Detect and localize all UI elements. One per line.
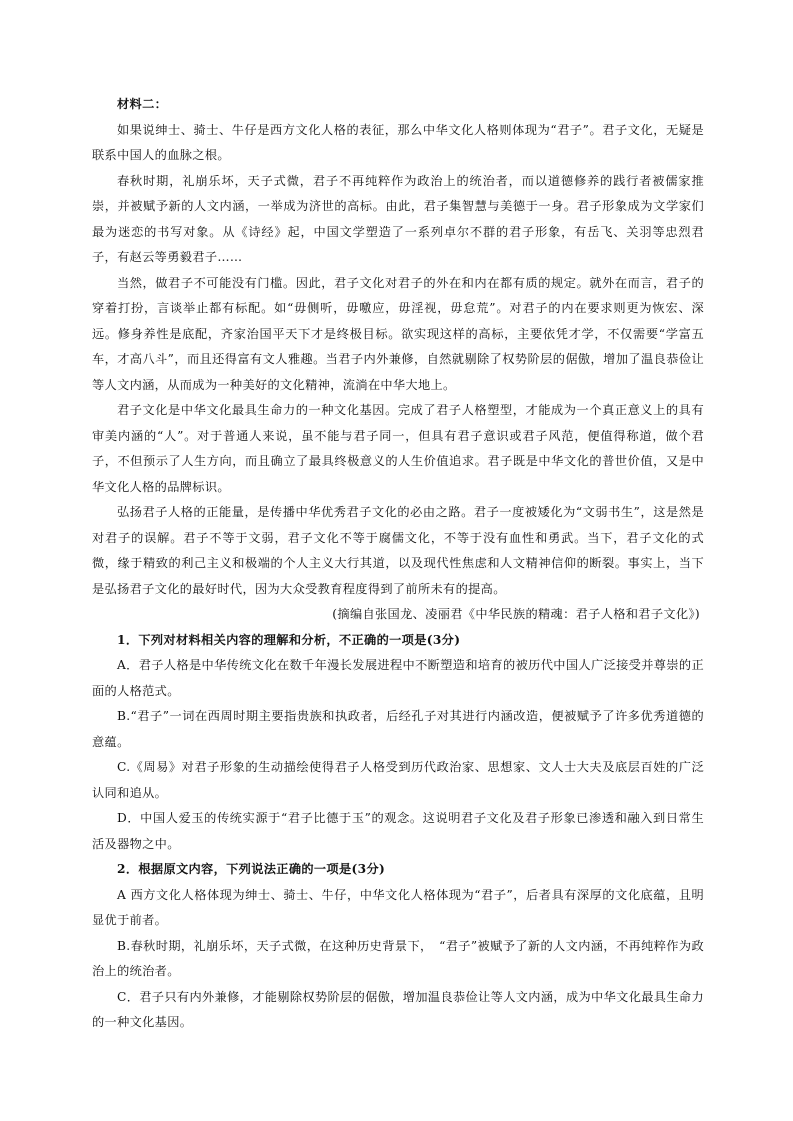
question-1-stem: 1．下列对材料相关内容的理解和分析，不正确的一项是(3分): [117, 632, 461, 647]
document-body: [92, 92, 704, 1036]
material-heading: 材料二：: [117, 97, 168, 111]
paragraph-1: 如果说绅士、骑士、牛仔是西方文化人格的表征，那么中华文化人格则体现为“君子”。君子文化，无疑是联系中国人的血脉之根。: [92, 122, 704, 162]
source-citation: (摘编自张国龙、凌丽君《中华民族的精魂：君子人格和君子文化》): [332, 607, 700, 621]
question-2-option-a: A 西方文化人格体现为绅士、骑士、牛仔，中华文化人格体现为“君子”，后者具有深厚的文化底蕴，且明显优于前者。: [92, 887, 704, 927]
paragraph-4: 君子文化是中华文化最具生命力的一种文化基因。完成了君子人格塑型，才能成为一个真正意义上的具有审美内涵的“人”。对于普通人来说，虽不能与君子同一，但具有君子意识或君子风范，便值得称道，做个君子，不但预示了人生方向，而且确立了最具终极意义的人生价值追求。君子既是中华文化的普世价值，又是中华文化人格的品牌标识。: [92, 403, 704, 494]
paragraph-5: 弘扬君子人格的正能量，是传播中华优秀君子文化的必由之路。君子一度被矮化为“文弱书生”，这是然是对君子的误解。君子不等于文弱，君子文化不等于腐儒文化，不等于没有血性和勇武。当下，君子文化的式微，缘于精致的利己主义和极端的个人主义大行其道，以及现代性焦虑和人文精神信仰的断裂。事实上，当下是弘扬君子文化的最好时代，因为大众受教育程度得到了前所未有的提高。: [92, 505, 704, 596]
question-2-option-c: C．君子只有内外兼修，才能剔除权势阶层的倨傲，增加温良恭俭让等人文内涵，成为中华文化最具生命力的一种文化基因。: [92, 989, 704, 1029]
question-1-option-d: D．中国人爱玉的传统实源于“君子比德于玉”的观念。这说明君子文化及君子形象已渗透和融入到日常生活及器物之中。: [92, 811, 704, 851]
question-2-stem: 2．根据原文内容，下列说法正确的一项是(3分): [117, 862, 386, 876]
question-2-option-b: B.春秋时期，礼崩乐坏，天子式微，在这种历史背景下， “君子”被赋予了新的人文内涵，不再纯粹作为政治上的统治者。: [92, 938, 704, 978]
question-1-option-b: B.“君子”一词在西周时期主要指贵族和执政者，后经孔子对其进行内涵改造，便被赋予了许多优秀道德的意蕴。: [92, 709, 704, 749]
paragraph-3: 当然，做君子不可能没有门槛。因此，君子文化对君子的外在和内在都有质的规定。就外在而言，君子的穿着打扮，言谈举止都有标配。如“毋侧听，毋噭应，毋淫视，毋怠荒”。对君子的内在要求则更为恢宏、深远。修身养性是底配，齐家治国平天下才是终极目标。欲实现这样的高标，主要依凭才学，不仅需要“学富五车，才高八斗”，而且还得富有文人雅趣。当君子内外兼修，自然就剔除了权势阶层的倨傲，增加了温良恭俭让等人文内涵，从而成为一种美好的文化精神，流淌在中华大地上。: [92, 275, 704, 392]
question-1-option-c: C.《周易》对君子形象的生动描绘使得君子人格受到历代政治家、思想家、文人士大夫及底层百姓的广泛认同和追从。: [92, 760, 704, 800]
paragraph-2: 春秋时期，礼崩乐坏，天子式微，君子不再纯粹作为政治上的统治者，而以道德修养的践行者被儒家推崇，并被赋予新的人文内涵，一举成为济世的高标。由此，君子集智慧与美德于一身。君子形象成为文学家们最为迷恋的书写对象。从《诗经》起，中国文学塑造了一系列卓尔不群的君子形象，有岳飞、关羽等忠烈君子，有赵云等勇毅君子……: [92, 173, 704, 264]
question-1-option-a: A．君子人格是中华传统文化在数千年漫长发展进程中不断塑造和培育的被历代中国人广泛接受并尊崇的正面的人格范式。: [92, 658, 704, 698]
